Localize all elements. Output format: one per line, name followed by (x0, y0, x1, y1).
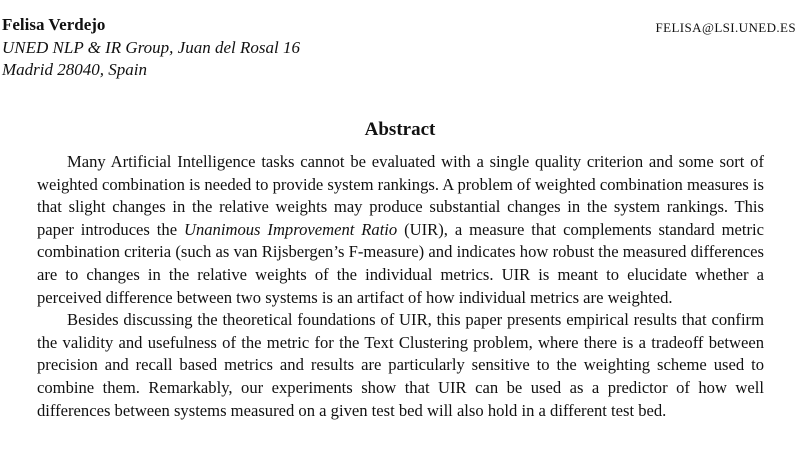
author-name: Felisa Verdejo (2, 15, 106, 34)
author-email: FELISA@LSI.UNED.ES (655, 20, 796, 35)
author-affiliation-line2: Madrid 28040, Spain (2, 60, 147, 79)
author-block (2, 14, 798, 82)
abstract-p1-emphasis: Unanimous Improvement Ratio (183, 219, 398, 239)
author-affiliation-line1: UNED NLP & IR Group, Juan del Rosal 16 (2, 37, 300, 57)
abstract-paragraph-2: Besides discussing the theoretical foundations of UIR, this paper presents empirical results that confirm the validity and usefulness of the metric for the Text Clustering problem, where there is a tradeoff between precision and recall based metrics and results are particularly sensitive to the weighting scheme used to combine them. Remarkably, our experiments show that UIR can be used as a predictor of how well differences between systems measured on a given test bed will also hold in a different test bed. (37, 310, 764, 420)
abstract-paragraph-1 (37, 151, 764, 309)
abstract-p1-text-a: Many Artificial Intelligence tasks cannot be evaluated with a single quality criterion and some sort of weighted combination is needed to provide system rankings. A problem of weighted combination measures is that slight changes in the relative weights may produce substantial changes in the system rankings. This paper introduces the (37, 152, 764, 239)
abstract-body (37, 151, 764, 422)
abstract-p1-text-b: (UIR), a measure that complements standard metric combination criteria (such as van Rijsbergen’s F-measure) and indicates how robust the measured differences are to changes in the relative weights of the individual metrics. UIR is meant to elucidate whether a perceived difference between two systems is an artifact of how individual metrics are weighted. (37, 219, 764, 307)
abstract-heading: Abstract (364, 119, 436, 140)
